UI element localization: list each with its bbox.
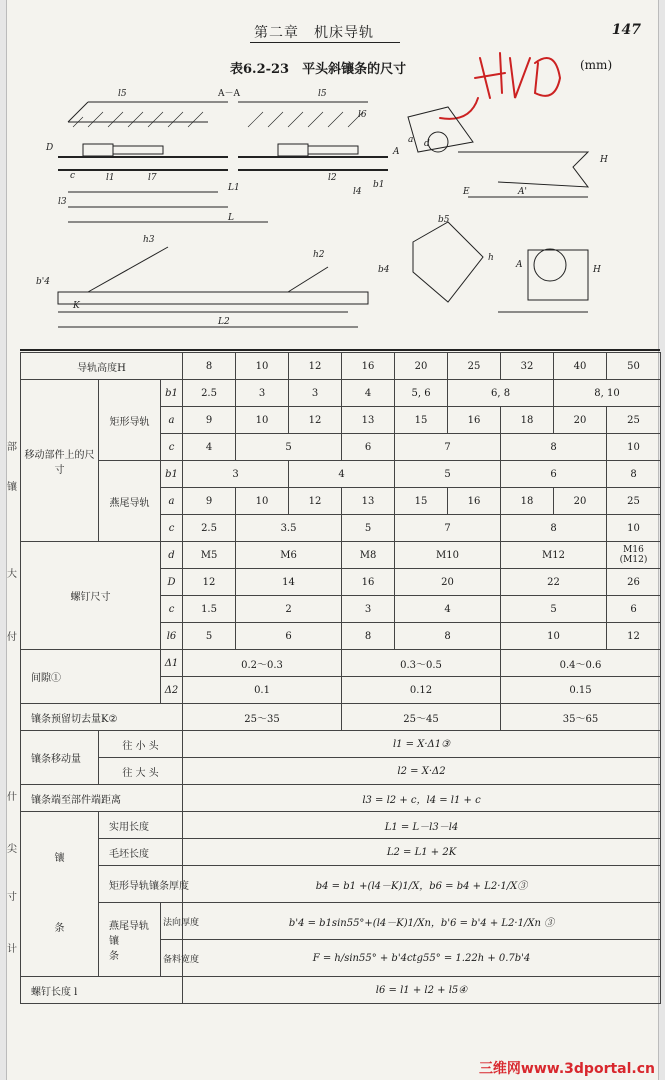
value-cell: 0.2～0.3: [183, 650, 342, 677]
value-cell: 25: [607, 488, 661, 515]
table-row: [21, 812, 661, 839]
technical-drawing: [28, 82, 653, 344]
value-cell: 8: [501, 434, 607, 461]
value-cell: 9: [183, 407, 236, 434]
dim-label: l1: [106, 173, 115, 183]
value-cell: 15: [395, 407, 448, 434]
dim-label: l7: [148, 173, 157, 183]
section-label: A－A: [218, 89, 240, 99]
margin-char: 大: [7, 569, 17, 580]
value-cell: 2.5: [183, 515, 236, 542]
table-row: [21, 839, 661, 866]
value-cell: 3: [236, 380, 289, 407]
right-profile-drawing: [408, 107, 588, 197]
dim-label: b5: [438, 215, 450, 225]
table-row: [21, 758, 661, 785]
dim-label: A: [393, 147, 400, 157]
strip-label-top: 镶: [54, 853, 65, 864]
value-cell: 8: [342, 623, 395, 650]
unit-label: (mm): [580, 58, 613, 72]
value-cell: 0.3～0.5: [342, 650, 501, 677]
space-label: 镶条端至部件端距离: [21, 785, 183, 812]
symbol-cell: l6: [161, 623, 183, 650]
formula-cell: L1 = L－l3－l4: [183, 812, 661, 839]
margin-char: 付: [7, 632, 17, 643]
value-cell: 4: [395, 596, 501, 623]
value-cell: M12: [501, 542, 607, 569]
value-cell: 0.15: [501, 677, 661, 704]
material-width-label: 备料宽度: [161, 940, 183, 977]
left-section-drawing: [58, 102, 268, 222]
value-cell: 3: [289, 380, 342, 407]
value-cell: 6: [342, 434, 395, 461]
gap-label: 间隙①: [21, 650, 161, 704]
handwriting-text: 直径D: [460, 38, 463, 39]
value-cell: 16: [448, 407, 501, 434]
strip-label-bottom: 条: [54, 923, 65, 934]
dim-label: D: [46, 143, 54, 153]
height-cell: 32: [501, 353, 554, 380]
value-cell: 4: [289, 461, 395, 488]
moving-part-label: 移动部件上的尺寸: [21, 380, 99, 542]
strip-cross-section: [413, 222, 483, 302]
page-left-edge: [0, 0, 7, 1080]
value-cell: 1.5: [183, 596, 236, 623]
table-row: [21, 731, 661, 758]
chapter-underline: [250, 42, 400, 43]
dim-label: K: [73, 301, 80, 311]
table-header-row: [21, 353, 661, 380]
normal-thick-label: 法向厚度: [161, 903, 183, 940]
formula-cell: b'4 = b1sin55°+(l4－K)1/Xn，b'6 = b'4 + L2·1/Xn ③: [183, 903, 661, 940]
value-cell: 2.5: [183, 380, 236, 407]
value-cell: 2: [236, 596, 342, 623]
cut-label: 镶条预留切去量K②: [21, 704, 183, 731]
height-cell: 12: [289, 353, 342, 380]
table-row: [21, 866, 661, 903]
table-row: [21, 650, 661, 677]
margin-char: 尖: [7, 844, 17, 855]
value-cell: 10: [236, 488, 289, 515]
dim-label: l6: [358, 110, 367, 120]
dim-label: E: [463, 187, 470, 197]
value-cell: 8: [501, 515, 607, 542]
dim-label: a: [408, 135, 414, 145]
symbol-cell: c: [161, 515, 183, 542]
value-cell: 10: [607, 515, 661, 542]
value-cell: 14: [236, 569, 342, 596]
value-cell: 3.5: [236, 515, 342, 542]
value-cell: 13: [342, 488, 395, 515]
table-row: [21, 380, 661, 407]
value-cell: 4: [342, 380, 395, 407]
height-cell: 10: [236, 353, 289, 380]
table-row: [21, 785, 661, 812]
table-row: [21, 542, 661, 569]
height-cell: 25: [448, 353, 501, 380]
margin-char: 镶: [7, 482, 17, 493]
value-cell: 13: [342, 407, 395, 434]
height-cell: 40: [554, 353, 607, 380]
value-cell: 0.12: [342, 677, 501, 704]
table-title: 表6.2-23 平头斜镶条的尺寸: [230, 62, 407, 77]
value-cell: 10: [236, 407, 289, 434]
value-cell: 7: [395, 434, 501, 461]
dim-label: l2: [328, 173, 337, 183]
dim-label: b1: [373, 180, 385, 190]
value-cell: 6, 8: [448, 380, 554, 407]
value-cell: 8, 10: [554, 380, 661, 407]
screw-label: 螺钉尺寸: [21, 542, 161, 650]
blank-length-label: 毛坯长度: [99, 839, 183, 866]
to-small-label: 往 小 头: [99, 731, 183, 758]
symbol-cell: Δ2: [161, 677, 183, 704]
strip-label: [21, 812, 99, 977]
value-cell: 8: [395, 623, 501, 650]
value-cell: 4: [183, 434, 236, 461]
value-cell: 35～65: [501, 704, 661, 731]
dim-label: H: [600, 155, 608, 165]
value-cell: 12: [183, 569, 236, 596]
rect-thick-label: 矩形导轨镶条厚度: [99, 866, 183, 903]
value-cell: 5: [183, 623, 236, 650]
dim-label: L: [228, 213, 234, 223]
formula-cell: b4 = b1 +(l4－K)1/X，b6 = b4 + L2·1/X③: [183, 866, 661, 903]
value-cell: 20: [395, 569, 501, 596]
value-cell: 25～45: [342, 704, 501, 731]
rect-guide-label: 矩形导轨: [99, 380, 161, 461]
to-big-label: 往 大 头: [99, 758, 183, 785]
dove-strip-label: [99, 903, 161, 977]
table-row: [21, 461, 661, 488]
dim-label: h2: [313, 250, 325, 260]
dim-label: L2: [218, 317, 230, 327]
value-cell: 6: [607, 596, 661, 623]
value-cell: 6: [236, 623, 342, 650]
dovetail-cross-section: [498, 249, 588, 312]
dim-label: L1: [228, 183, 240, 193]
value-cell: 16: [448, 488, 501, 515]
dove-strip-suffix: 条: [109, 951, 119, 962]
value-cell: 9: [183, 488, 236, 515]
symbol-cell: Δ1: [161, 650, 183, 677]
height-cell: 50: [607, 353, 661, 380]
dimension-table: [20, 352, 661, 1004]
value-cell: 12: [289, 488, 342, 515]
value-cell: 6: [501, 461, 607, 488]
value-cell: 26: [607, 569, 661, 596]
symbol-cell: c: [161, 434, 183, 461]
value-cell: 0.4～0.6: [501, 650, 661, 677]
value-cell: 16: [342, 569, 395, 596]
value-cell: 18: [501, 407, 554, 434]
dim-label: A': [518, 187, 527, 197]
table-row: [21, 903, 661, 940]
value-cell: 5, 6: [395, 380, 448, 407]
dim-label: h3: [143, 235, 155, 245]
dim-label: h: [488, 253, 494, 263]
dim-label: b4: [378, 265, 390, 275]
height-cell: 16: [342, 353, 395, 380]
dim-label: l5: [118, 89, 127, 99]
symbol-cell: d: [161, 542, 183, 569]
formula-cell: l2 = X·Δ2: [183, 758, 661, 785]
value-cell: M10: [395, 542, 501, 569]
formula-cell: l1 = X·Δ1③: [183, 731, 661, 758]
value-cell: 20: [554, 488, 607, 515]
dim-label: c: [70, 171, 76, 181]
watermark: 三维网www.3dportal.cn: [478, 1061, 655, 1077]
value-cell: 22: [501, 569, 607, 596]
actual-length-label: 实用长度: [99, 812, 183, 839]
symbol-cell: a: [161, 407, 183, 434]
symbol-cell: b1: [161, 380, 183, 407]
formula-cell: L2 = L1 + 2K: [183, 839, 661, 866]
value-cell: 5: [395, 461, 501, 488]
height-cell: 20: [395, 353, 448, 380]
value-cell: 10: [501, 623, 607, 650]
value-cell: M8: [342, 542, 395, 569]
dim-label: A: [516, 260, 523, 270]
symbol-cell: D: [161, 569, 183, 596]
header-label: 导轨高度H: [21, 353, 183, 380]
dim-label: b'4: [36, 277, 50, 287]
move-label: 镶条移动量: [21, 731, 99, 785]
formula-cell: l6 = l1 + l2 + l5④: [183, 977, 661, 1004]
formula-cell: l3 = l2 + c，l4 = l1 + c: [183, 785, 661, 812]
symbol-cell: c: [161, 596, 183, 623]
dim-label: l3: [58, 197, 67, 207]
table-row: [21, 977, 661, 1004]
value-cell: 5: [501, 596, 607, 623]
value-cell: 5: [236, 434, 342, 461]
value-cell: 3: [183, 461, 289, 488]
symbol-cell: b1: [161, 461, 183, 488]
dove-guide-label: 燕尾导轨: [99, 461, 161, 542]
value-cell: 8: [607, 461, 661, 488]
value-cell: M16 (M12): [607, 542, 661, 569]
screw-length-label: 螺钉长度 l: [21, 977, 183, 1004]
dim-label: H: [593, 265, 601, 275]
margin-char: 寸: [7, 892, 17, 903]
value-cell: 7: [395, 515, 501, 542]
page-number: 147: [611, 22, 641, 38]
margin-char: 部: [7, 442, 17, 453]
value-cell: 0.1: [183, 677, 342, 704]
value-cell: 18: [501, 488, 554, 515]
symbol-cell: a: [161, 488, 183, 515]
value-cell: M5: [183, 542, 236, 569]
value-cell: 10: [607, 434, 661, 461]
margin-char: 什: [7, 792, 17, 803]
value-cell: 12: [607, 623, 661, 650]
dim-label: l4: [353, 187, 362, 197]
chapter-title: 第二章 机床导轨: [254, 25, 374, 41]
value-cell: 20: [554, 407, 607, 434]
value-cell: 12: [289, 407, 342, 434]
margin-char: 计: [7, 944, 17, 955]
value-cell: 25～35: [183, 704, 342, 731]
dove-strip-text: 燕尾导轨镶: [109, 921, 149, 947]
value-cell: 15: [395, 488, 448, 515]
dim-label: l5: [318, 89, 327, 99]
formula-cell: F = h/sin55° + b'4ctg55° = 1.22h + 0.7b'4: [183, 940, 661, 977]
value-cell: M6: [236, 542, 342, 569]
value-cell: 25: [607, 407, 661, 434]
table-top-rule: [20, 349, 660, 351]
value-cell: 3: [342, 596, 395, 623]
dim-label: d: [424, 139, 430, 149]
value-cell: 5: [342, 515, 395, 542]
height-cell: 8: [183, 353, 236, 380]
table-row: [21, 704, 661, 731]
